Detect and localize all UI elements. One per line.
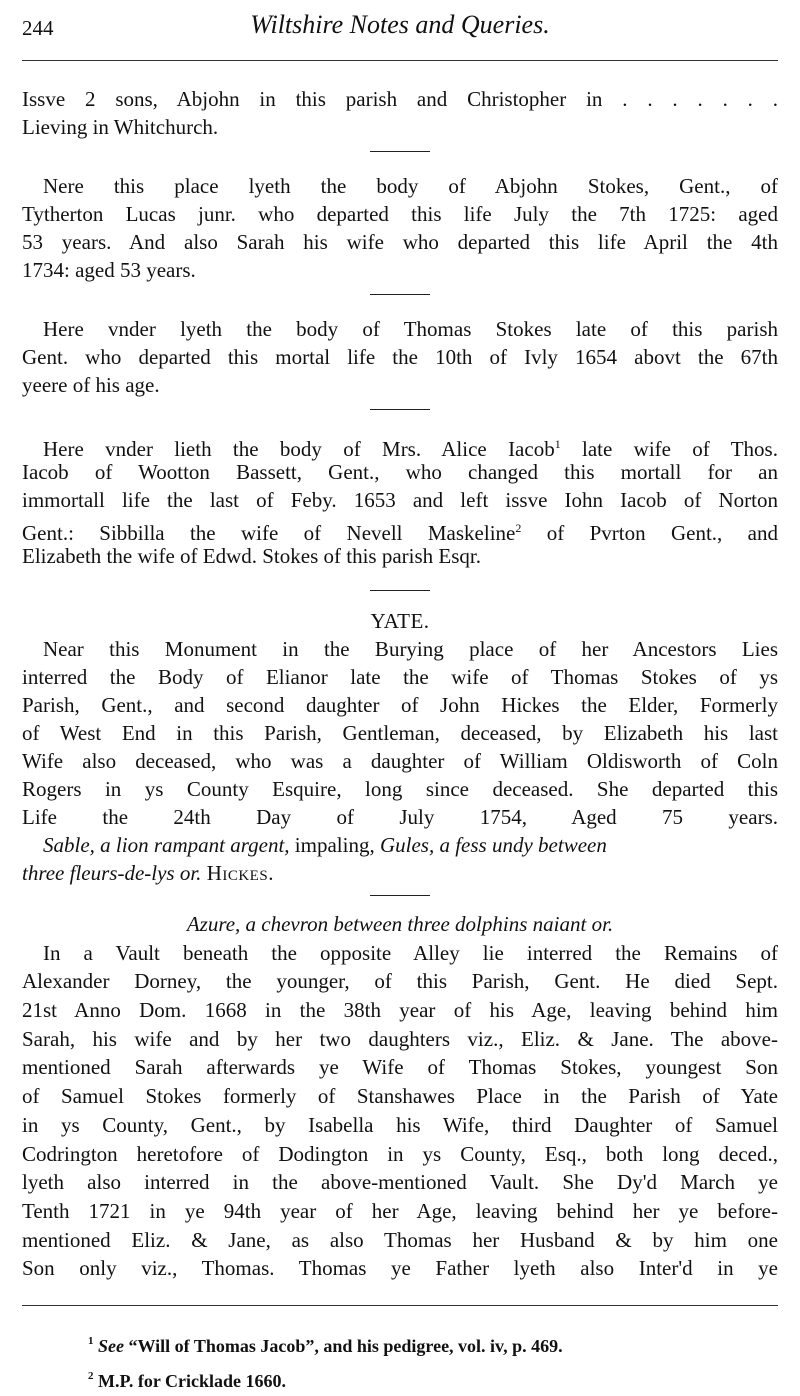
- text-segment: Gules, a fess undy between: [379, 833, 607, 857]
- text-segment: Wife also deceased, who was a daughter of William Oldisworth of Coln: [22, 749, 778, 773]
- text-segment: Gent.: Sibbilla the wife of Nevell Maskeline: [22, 521, 516, 545]
- text-line: [22, 542, 778, 570]
- text-segment: YATE.: [370, 609, 430, 633]
- text-segment: lyeth also interred in the above-mentioned Vault. She Dy'd March ye: [22, 1170, 778, 1195]
- text-segment: M.P. for Cricklade 1660.: [93, 1370, 286, 1391]
- text-segment: Issve 2 sons, Abjohn in this parish and Christopher in . . . . . . .: [22, 87, 778, 111]
- text-line: [22, 859, 778, 887]
- text-line: [22, 343, 778, 371]
- paragraph: [22, 85, 778, 141]
- page: [22, 0, 778, 1396]
- text-segment: Azure, a chevron between three dolphins naiant or.: [186, 912, 614, 936]
- text-segment: Tenth 1721 in ye 94th year of her Age, leaving behind her ye before-: [22, 1198, 778, 1223]
- text-line: [22, 1082, 778, 1111]
- text-line: [22, 1254, 778, 1283]
- text-segment: Here vnder lyeth the body of Thomas Stokes late of this parish: [22, 317, 778, 341]
- text-segment: impaling,: [289, 833, 380, 857]
- text-line: [22, 371, 778, 399]
- text-segment: Here vnder lieth the body of Mrs. Alice Iacob: [22, 437, 555, 461]
- text-segment: 53 years. And also Sarah his wife who departed this life April the 4th: [22, 230, 778, 254]
- footnote: [88, 1326, 778, 1361]
- text-line: [22, 1140, 778, 1169]
- text-segment: Life the 24th Day of July 1754, Aged 75 years.: [22, 805, 778, 829]
- text-segment: of Pvrton Gent., and: [521, 521, 778, 545]
- text-segment: Lieving in Whitchurch.: [22, 115, 219, 139]
- paragraph: [22, 315, 778, 399]
- text-line: [22, 514, 778, 545]
- paragraph: [22, 430, 778, 570]
- text-line: [22, 228, 778, 256]
- text-segment: mentioned Eliz. & Jane, as also Thomas her Husband & by him one: [22, 1227, 778, 1252]
- text-line: [22, 1197, 778, 1226]
- text-line: [22, 1226, 778, 1255]
- footnote-rule: [22, 1305, 778, 1306]
- text-line: [22, 635, 778, 663]
- text-line: [22, 967, 778, 996]
- text-segment: Tytherton Lucas junr. who departed this life July the 7th 1725: aged: [22, 202, 778, 226]
- text-segment: See: [98, 1335, 124, 1356]
- text-line: [22, 430, 778, 461]
- text-segment: Iacob of Wootton Bassett, Gent., who changed this mortall for an: [22, 460, 778, 484]
- text-segment: Sarah, his wife and by her two daughters viz., Eliz. & Jane. The above-: [22, 1026, 778, 1051]
- text-line: [22, 719, 778, 747]
- text-segment: mentioned Sarah afterwards ye Wife of Thomas Stokes, youngest Son: [22, 1055, 778, 1080]
- paragraph: [22, 910, 778, 1283]
- text-segment: of West End in this Parish, Gentleman, deceased, by Elizabeth his last: [22, 721, 778, 745]
- paragraph: [22, 607, 778, 887]
- text-line: [22, 1025, 778, 1054]
- text-line: [22, 458, 778, 486]
- section-divider: [370, 294, 430, 295]
- text-line: [22, 996, 778, 1025]
- footnote-marker: 1: [554, 437, 561, 451]
- text-line: [22, 1111, 778, 1140]
- section-divider: [370, 590, 430, 591]
- section-divider: [370, 409, 430, 410]
- text-line: [22, 775, 778, 803]
- footnotes: [22, 1326, 778, 1396]
- text-line: [22, 691, 778, 719]
- text-segment: Sable, a lion rampant argent,: [22, 833, 290, 857]
- text-segment: Codrington heretofore of Dodington in ys County, Esq., both long deced.,: [22, 1141, 778, 1166]
- text-line: [22, 315, 778, 343]
- inscription-heading: [22, 607, 778, 635]
- text-segment: Hickes.: [206, 861, 274, 885]
- page-body: [22, 85, 778, 1283]
- footnote-marker: 2: [88, 1369, 94, 1382]
- footnote-marker: 1: [88, 1334, 94, 1347]
- text-segment: Near this Monument in the Burying place of her Ancestors Lies: [22, 637, 778, 661]
- paragraph: [22, 172, 778, 284]
- text-segment: late wife of Thos.: [560, 437, 778, 461]
- text-line: [22, 1168, 778, 1197]
- text-segment: three fleurs-de-lys or.: [22, 861, 202, 885]
- text-segment: interred the Body of Elianor late the wife of Thomas Stokes of ys: [22, 665, 778, 689]
- journal-title: Wiltshire Notes and Queries.: [250, 10, 550, 39]
- text-segment: Parish, Gent., and second daughter of John Hickes the Elder, Formerly: [22, 693, 778, 717]
- text-line: [22, 113, 778, 141]
- text-line: [22, 85, 778, 113]
- text-line: [22, 172, 778, 200]
- section-divider: [370, 151, 430, 152]
- footnote-marker: 2: [515, 521, 522, 535]
- text-segment: Rogers in ys County Esquire, long since deceased. She departed this: [22, 777, 778, 801]
- text-segment: yeere of his age.: [22, 373, 160, 397]
- text-line: [22, 256, 778, 284]
- text-line: [22, 939, 778, 968]
- text-segment: In a Vault beneath the opposite Alley lie interred the Remains of: [22, 940, 778, 965]
- section-divider: [370, 895, 430, 896]
- text-line: [22, 1053, 778, 1082]
- text-segment: “Will of Thomas Jacob”, and his pedigree, vol. iv, p. 469.: [124, 1335, 563, 1356]
- footnote: [88, 1361, 778, 1396]
- text-line: [22, 486, 778, 514]
- page-number: 244: [22, 16, 54, 40]
- text-line: [22, 803, 778, 831]
- text-segment: 1734: aged 53 years.: [22, 258, 196, 282]
- text-segment: in ys County, Gent., by Isabella his Wife, third Daughter of Samuel: [22, 1112, 778, 1137]
- text-segment: Elizabeth the wife of Edwd. Stokes of this parish Esqr.: [22, 544, 481, 568]
- running-header: [22, 0, 778, 61]
- text-segment: of Samuel Stokes formerly of Stanshawes Place in the Parish of Yate: [22, 1084, 778, 1109]
- text-segment: immortall life the last of Feby. 1653 and left issve Iohn Iacob of Norton: [22, 488, 778, 512]
- text-line: [22, 663, 778, 691]
- text-line: [22, 831, 778, 859]
- text-line: [22, 747, 778, 775]
- text-segment: Alexander Dorney, the younger, of this Parish, Gent. He died Sept.: [22, 969, 778, 994]
- text-segment: Nere this place lyeth the body of Abjohn Stokes, Gent., of: [22, 174, 778, 198]
- inscription-heading: [22, 910, 778, 939]
- text-segment: Son only viz., Thomas. Thomas ye Father lyeth also Inter'd in ye: [22, 1256, 778, 1281]
- text-segment: Gent. who departed this mortal life the 10th of Ivly 1654 abovt the 67th: [22, 345, 778, 369]
- text-segment: 21st Anno Dom. 1668 in the 38th year of his Age, leaving behind him: [22, 998, 778, 1023]
- text-line: [22, 200, 778, 228]
